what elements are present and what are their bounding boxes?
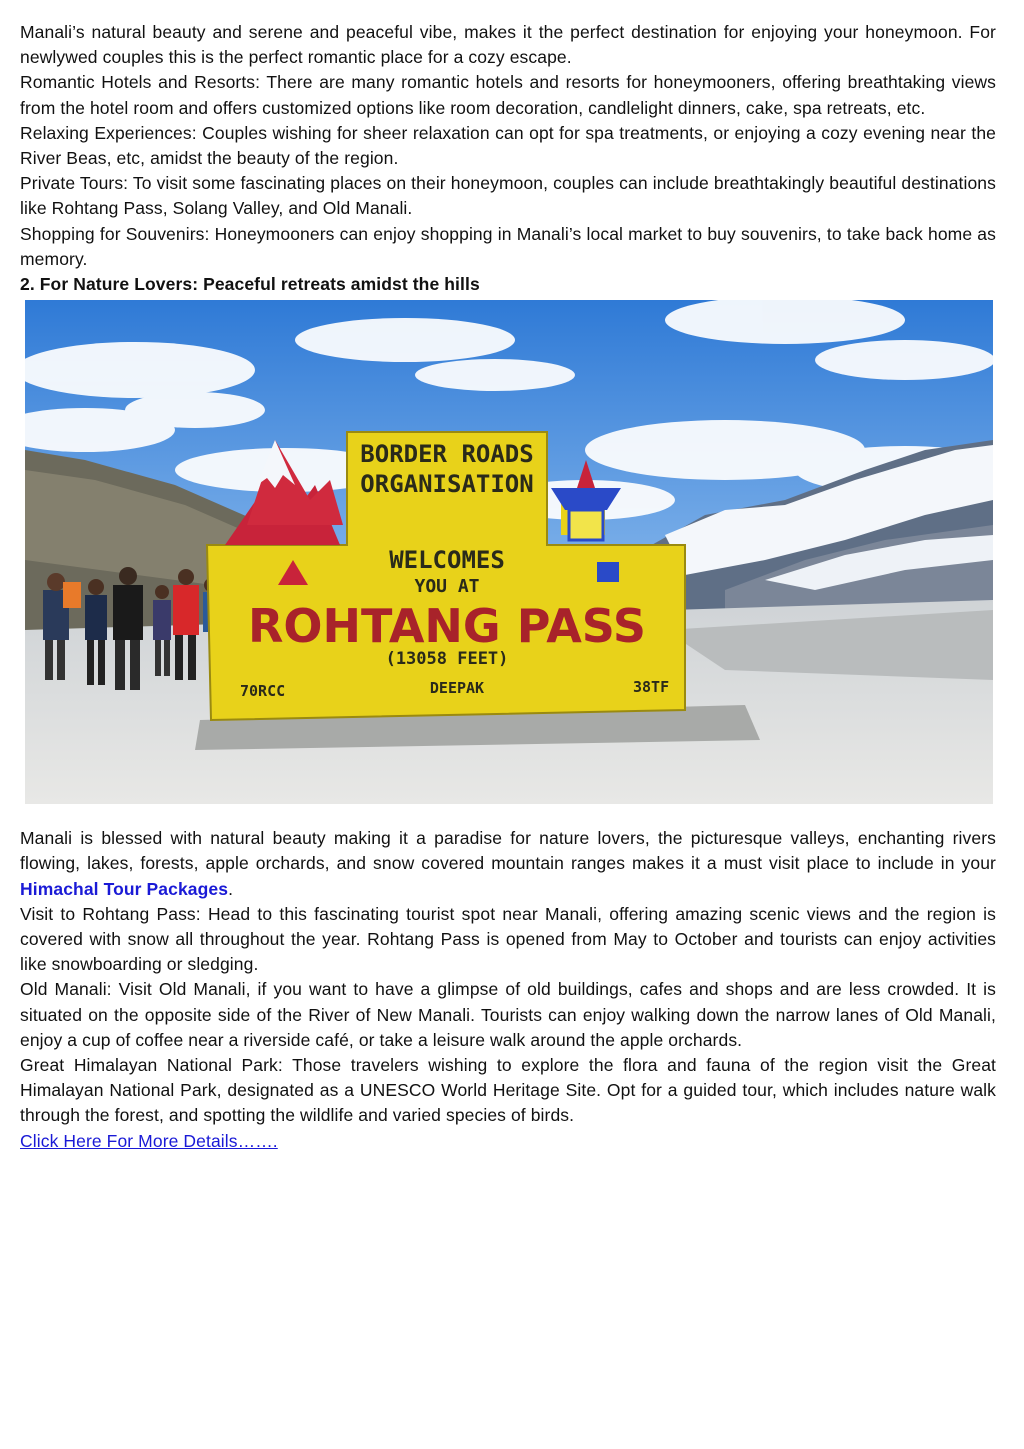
sign-line-5: ROHTANG PASS [248,599,646,654]
sign-line-1: BORDER ROADS [360,440,534,469]
sign-line-4: YOU AT [414,576,480,598]
sign-line-2: ORGANISATION [360,470,534,499]
intro-paragraph: Manali’s natural beauty and serene and peaceful vibe, makes it the perfect destination for enjoying your honeymoon. For newlywed couples this is the perfect romantic place for a cozy escape. [20,22,996,68]
nature-lovers-paragraph [20,826,996,902]
shopping-paragraph: Shopping for Souvenirs: Honeymooners can enjoy shopping in Manali’s local market to buy souvenirs, to take back home as memory. [20,223,996,269]
document-page [20,20,996,1154]
romantic-hotels-paragraph: Romantic Hotels and Resorts: There are many romantic hotels and resorts for honeymooners, offering breathtaking views from the hotel room and offers customized options like room decoration, candlelight dinners, cake, spa retreats, etc. [20,72,996,118]
more-details-link[interactable]: Click Here For More Details……. [20,1130,278,1151]
relaxing-experiences-paragraph: Relaxing Experiences: Couples wishing for sheer relaxation can opt for spa treatments, or enjoying a cozy evening near the River Beas, etc, amidst the beauty of the region. [20,122,996,169]
sign-left-label: 70RCC [240,682,286,701]
rohtang-pass-photo [25,300,993,804]
section-heading: 2. For Nature Lovers: Peaceful retreats amidst the hills [20,274,480,295]
sign-right-label: 38TF [633,678,670,697]
rohtang-pass-paragraph: Visit to Rohtang Pass: Head to this fascinating tourist spot near Manali, offering amazing scenic views and the region is covered with snow all throughout the year. Rohtang Pass is opened from May to October and tourists can enjoy activities like snowboarding or sledging. [20,903,996,975]
national-park-paragraph: Great Himalayan National Park: Those travelers wishing to explore the flora and fauna of the region visit the Great Himalayan National Park, designated as a UNESCO World Heritage Site. Opt for a guided tour, which includes nature walk through the forest, and spotting the wildlife and varied species of birds. [20,1055,996,1126]
sign-line-3: WELCOMES [389,546,505,575]
himachal-tour-packages-link[interactable]: Himachal Tour Packages [20,878,229,899]
sign-mid-label: DEEPAK [429,679,485,698]
nature-lovers-text: Manali is blessed with natural beauty making it a paradise for nature lovers, the picturesque valleys, enchanting rivers flowing, lakes, forests, apple orchards, and snow covered mountain ranges makes it a must visit place to include in your [20,828,996,874]
sign-line-6: (13058 FEET) [385,649,509,670]
private-tours-paragraph: Private Tours: To visit some fascinating places on their honeymoon, couples can include breathtakingly beautiful destinations like Rohtang Pass, Solang Valley, and Old Manali. [20,173,996,219]
nature-lovers-end: . [228,878,234,899]
old-manali-paragraph: Old Manali: Visit Old Manali, if you want to have a glimpse of old buildings, cafes and shops and are less crowded. It is situated on the opposite side of the River of New Manali. Tourists can enjoy walking down the narrow lanes of Old Manali, enjoy a cup of coffee near a riverside café, or take a leisure walk around the apple orchards. [20,979,996,1050]
